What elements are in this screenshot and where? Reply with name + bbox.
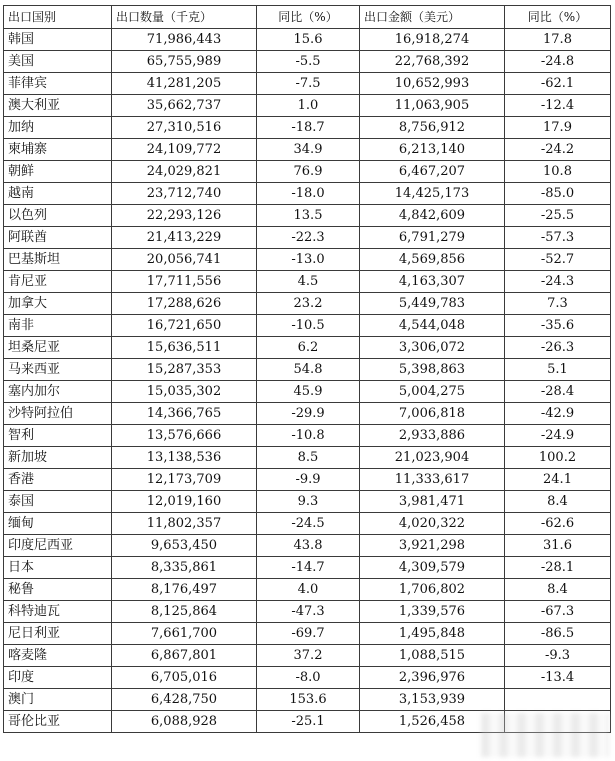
country-cell: 菲律宾 bbox=[4, 73, 112, 95]
export-quantity-cell: 8,125,864 bbox=[112, 601, 257, 623]
export-amount-cell: 3,981,471 bbox=[360, 491, 505, 513]
export-quantity-cell: 12,019,160 bbox=[112, 491, 257, 513]
country-cell: 科特迪瓦 bbox=[4, 601, 112, 623]
quantity-yoy-cell: 9.3 bbox=[257, 491, 360, 513]
country-cell: 越南 bbox=[4, 183, 112, 205]
country-cell: 澳门 bbox=[4, 689, 112, 711]
export-amount-cell: 4,309,579 bbox=[360, 557, 505, 579]
country-cell: 美国 bbox=[4, 51, 112, 73]
quantity-yoy-cell: -5.5 bbox=[257, 51, 360, 73]
export-amount-cell: 14,425,173 bbox=[360, 183, 505, 205]
export-amount-cell: 16,918,274 bbox=[360, 29, 505, 51]
table-row bbox=[4, 667, 611, 689]
quantity-yoy-cell: 4.5 bbox=[257, 271, 360, 293]
table-row bbox=[4, 51, 611, 73]
table-row bbox=[4, 425, 611, 447]
country-cell: 马来西亚 bbox=[4, 359, 112, 381]
country-cell: 香港 bbox=[4, 469, 112, 491]
amount-yoy-cell: -62.6 bbox=[505, 513, 611, 535]
amount-yoy-cell: -24.2 bbox=[505, 139, 611, 161]
export-quantity-cell: 6,705,016 bbox=[112, 667, 257, 689]
export-quantity-cell: 35,662,737 bbox=[112, 95, 257, 117]
export-quantity-cell: 24,109,772 bbox=[112, 139, 257, 161]
export-quantity-cell: 13,576,666 bbox=[112, 425, 257, 447]
export-quantity-cell: 8,335,861 bbox=[112, 557, 257, 579]
table-row bbox=[4, 601, 611, 623]
export-amount-cell: 1,706,802 bbox=[360, 579, 505, 601]
quantity-yoy-cell: -24.5 bbox=[257, 513, 360, 535]
country-cell: 哥伦比亚 bbox=[4, 711, 112, 733]
table-row bbox=[4, 645, 611, 667]
export-amount-cell: 2,933,886 bbox=[360, 425, 505, 447]
export-amount-cell: 5,398,863 bbox=[360, 359, 505, 381]
country-cell: 阿联酋 bbox=[4, 227, 112, 249]
export-quantity-cell: 17,711,556 bbox=[112, 271, 257, 293]
quantity-yoy-cell: -7.5 bbox=[257, 73, 360, 95]
country-cell: 巴基斯坦 bbox=[4, 249, 112, 271]
table-row bbox=[4, 689, 611, 711]
quantity-yoy-cell: 23.2 bbox=[257, 293, 360, 315]
export-quantity-cell: 12,173,709 bbox=[112, 469, 257, 491]
amount-yoy-cell: -28.1 bbox=[505, 557, 611, 579]
export-quantity-cell: 22,293,126 bbox=[112, 205, 257, 227]
quantity-yoy-cell: -13.0 bbox=[257, 249, 360, 271]
amount-yoy-cell: -12.4 bbox=[505, 95, 611, 117]
table-row bbox=[4, 359, 611, 381]
quantity-yoy-cell: 54.8 bbox=[257, 359, 360, 381]
export-quantity-cell: 24,029,821 bbox=[112, 161, 257, 183]
table-row bbox=[4, 227, 611, 249]
export-quantity-cell: 8,176,497 bbox=[112, 579, 257, 601]
amount-yoy-cell: -9.3 bbox=[505, 645, 611, 667]
table-row bbox=[4, 381, 611, 403]
export-amount-cell: 1,339,576 bbox=[360, 601, 505, 623]
quantity-yoy-cell: 13.5 bbox=[257, 205, 360, 227]
export-quantity-cell: 65,755,989 bbox=[112, 51, 257, 73]
table-row bbox=[4, 183, 611, 205]
export-amount-cell: 5,004,275 bbox=[360, 381, 505, 403]
quantity-yoy-cell: -10.8 bbox=[257, 425, 360, 447]
export-amount-cell: 1,088,515 bbox=[360, 645, 505, 667]
quantity-yoy-cell: 1.0 bbox=[257, 95, 360, 117]
export-amount-cell: 11,333,617 bbox=[360, 469, 505, 491]
table-row bbox=[4, 491, 611, 513]
amount-yoy-cell: -25.5 bbox=[505, 205, 611, 227]
export-quantity-cell: 14,366,765 bbox=[112, 403, 257, 425]
table-row bbox=[4, 205, 611, 227]
table-row bbox=[4, 623, 611, 645]
country-cell: 以色列 bbox=[4, 205, 112, 227]
table-row bbox=[4, 293, 611, 315]
country-cell: 塞内加尔 bbox=[4, 381, 112, 403]
export-amount-cell: 8,756,912 bbox=[360, 117, 505, 139]
quantity-yoy-cell: 45.9 bbox=[257, 381, 360, 403]
quantity-yoy-cell: -25.1 bbox=[257, 711, 360, 733]
quantity-yoy-cell: 76.9 bbox=[257, 161, 360, 183]
amount-yoy-cell: 8.4 bbox=[505, 491, 611, 513]
amount-yoy-cell: 8.4 bbox=[505, 579, 611, 601]
export-quantity-cell: 21,413,229 bbox=[112, 227, 257, 249]
quantity-yoy-cell: 34.9 bbox=[257, 139, 360, 161]
export-amount-cell: 4,163,307 bbox=[360, 271, 505, 293]
header-amount-yoy: 同比（%） bbox=[505, 6, 611, 29]
quantity-yoy-cell: 6.2 bbox=[257, 337, 360, 359]
export-quantity-cell: 6,428,750 bbox=[112, 689, 257, 711]
amount-yoy-cell: 5.1 bbox=[505, 359, 611, 381]
country-cell: 韩国 bbox=[4, 29, 112, 51]
export-quantity-cell: 71,986,443 bbox=[112, 29, 257, 51]
export-amount-cell: 1,495,848 bbox=[360, 623, 505, 645]
amount-yoy-cell: 100.2 bbox=[505, 447, 611, 469]
export-quantity-cell: 15,035,302 bbox=[112, 381, 257, 403]
export-amount-cell: 3,921,298 bbox=[360, 535, 505, 557]
amount-yoy-cell: 7.3 bbox=[505, 293, 611, 315]
country-cell: 坦桑尼亚 bbox=[4, 337, 112, 359]
export-quantity-cell: 23,712,740 bbox=[112, 183, 257, 205]
export-amount-cell: 4,544,048 bbox=[360, 315, 505, 337]
quantity-yoy-cell: -8.0 bbox=[257, 667, 360, 689]
export-quantity-cell: 15,287,353 bbox=[112, 359, 257, 381]
country-cell: 泰国 bbox=[4, 491, 112, 513]
amount-yoy-cell: -35.6 bbox=[505, 315, 611, 337]
table-row bbox=[4, 117, 611, 139]
country-cell: 喀麦隆 bbox=[4, 645, 112, 667]
quantity-yoy-cell: -14.7 bbox=[257, 557, 360, 579]
table-row bbox=[4, 315, 611, 337]
country-cell: 缅甸 bbox=[4, 513, 112, 535]
country-cell: 朝鲜 bbox=[4, 161, 112, 183]
export-quantity-cell: 17,288,626 bbox=[112, 293, 257, 315]
export-amount-cell: 4,842,609 bbox=[360, 205, 505, 227]
table-row bbox=[4, 579, 611, 601]
header-country: 出口国别 bbox=[4, 6, 112, 29]
header-row bbox=[4, 6, 611, 29]
quantity-yoy-cell: 8.5 bbox=[257, 447, 360, 469]
country-cell: 南非 bbox=[4, 315, 112, 337]
export-amount-cell: 6,791,279 bbox=[360, 227, 505, 249]
quantity-yoy-cell: 4.0 bbox=[257, 579, 360, 601]
quantity-yoy-cell: -47.3 bbox=[257, 601, 360, 623]
table-row bbox=[4, 249, 611, 271]
export-amount-cell: 22,768,392 bbox=[360, 51, 505, 73]
country-cell: 肯尼亚 bbox=[4, 271, 112, 293]
export-amount-cell: 11,063,905 bbox=[360, 95, 505, 117]
export-quantity-cell: 13,138,536 bbox=[112, 447, 257, 469]
quantity-yoy-cell: -18.7 bbox=[257, 117, 360, 139]
amount-yoy-cell: -24.3 bbox=[505, 271, 611, 293]
export-amount-cell: 1,526,458 bbox=[360, 711, 505, 733]
table-row bbox=[4, 73, 611, 95]
quantity-yoy-cell: -69.7 bbox=[257, 623, 360, 645]
country-cell: 柬埔寨 bbox=[4, 139, 112, 161]
export-quantity-cell: 16,721,650 bbox=[112, 315, 257, 337]
amount-yoy-cell: -42.9 bbox=[505, 403, 611, 425]
table-row bbox=[4, 337, 611, 359]
export-table-body bbox=[4, 6, 611, 733]
quantity-yoy-cell: -10.5 bbox=[257, 315, 360, 337]
export-amount-cell: 6,467,207 bbox=[360, 161, 505, 183]
amount-yoy-cell: -57.3 bbox=[505, 227, 611, 249]
table-row bbox=[4, 535, 611, 557]
header-quantity-yoy: 同比（%） bbox=[257, 6, 360, 29]
amount-yoy-cell: -52.7 bbox=[505, 249, 611, 271]
amount-yoy-cell: 10.8 bbox=[505, 161, 611, 183]
header-export-quantity: 出口数量（千克） bbox=[112, 6, 257, 29]
amount-yoy-cell: -28.4 bbox=[505, 381, 611, 403]
quantity-yoy-cell: 153.6 bbox=[257, 689, 360, 711]
table-row bbox=[4, 557, 611, 579]
table-row bbox=[4, 403, 611, 425]
country-cell: 加拿大 bbox=[4, 293, 112, 315]
country-cell: 印度 bbox=[4, 667, 112, 689]
amount-yoy-cell: -62.1 bbox=[505, 73, 611, 95]
export-amount-cell: 7,006,818 bbox=[360, 403, 505, 425]
quantity-yoy-cell: 37.2 bbox=[257, 645, 360, 667]
amount-yoy-cell: -85.0 bbox=[505, 183, 611, 205]
amount-yoy-cell: -24.9 bbox=[505, 425, 611, 447]
amount-yoy-cell: -67.3 bbox=[505, 601, 611, 623]
export-amount-cell: 2,396,976 bbox=[360, 667, 505, 689]
country-cell: 加纳 bbox=[4, 117, 112, 139]
table-row bbox=[4, 139, 611, 161]
amount-yoy-cell: 17.8 bbox=[505, 29, 611, 51]
export-table bbox=[3, 5, 611, 733]
export-quantity-cell: 6,088,928 bbox=[112, 711, 257, 733]
table-row bbox=[4, 513, 611, 535]
amount-yoy-cell: -86.5 bbox=[505, 623, 611, 645]
amount-yoy-cell: -26.3 bbox=[505, 337, 611, 359]
amount-yoy-cell: 17.9 bbox=[505, 117, 611, 139]
export-amount-cell: 3,306,072 bbox=[360, 337, 505, 359]
country-cell: 沙特阿拉伯 bbox=[4, 403, 112, 425]
export-quantity-cell: 11,802,357 bbox=[112, 513, 257, 535]
country-cell: 印度尼西亚 bbox=[4, 535, 112, 557]
export-amount-cell: 21,023,904 bbox=[360, 447, 505, 469]
amount-yoy-cell: -24.8 bbox=[505, 51, 611, 73]
table-row bbox=[4, 95, 611, 117]
export-quantity-cell: 6,867,801 bbox=[112, 645, 257, 667]
country-cell: 澳大利亚 bbox=[4, 95, 112, 117]
export-amount-cell: 3,153,939 bbox=[360, 689, 505, 711]
export-quantity-cell: 41,281,205 bbox=[112, 73, 257, 95]
table-row bbox=[4, 271, 611, 293]
country-cell: 日本 bbox=[4, 557, 112, 579]
export-amount-cell: 5,449,783 bbox=[360, 293, 505, 315]
amount-yoy-cell bbox=[505, 711, 611, 733]
export-amount-cell: 10,652,993 bbox=[360, 73, 505, 95]
export-amount-cell: 4,569,856 bbox=[360, 249, 505, 271]
quantity-yoy-cell: -18.0 bbox=[257, 183, 360, 205]
quantity-yoy-cell: -29.9 bbox=[257, 403, 360, 425]
header-export-amount: 出口金额（美元） bbox=[360, 6, 505, 29]
export-quantity-cell: 7,661,700 bbox=[112, 623, 257, 645]
export-amount-cell: 4,020,322 bbox=[360, 513, 505, 535]
export-quantity-cell: 20,056,741 bbox=[112, 249, 257, 271]
quantity-yoy-cell: 43.8 bbox=[257, 535, 360, 557]
country-cell: 秘鲁 bbox=[4, 579, 112, 601]
quantity-yoy-cell: -9.9 bbox=[257, 469, 360, 491]
country-cell: 尼日利亚 bbox=[4, 623, 112, 645]
export-quantity-cell: 9,653,450 bbox=[112, 535, 257, 557]
amount-yoy-cell: 31.6 bbox=[505, 535, 611, 557]
table-row bbox=[4, 469, 611, 491]
amount-yoy-cell: -13.4 bbox=[505, 667, 611, 689]
table-row bbox=[4, 161, 611, 183]
export-amount-cell: 6,213,140 bbox=[360, 139, 505, 161]
amount-yoy-cell: 24.1 bbox=[505, 469, 611, 491]
export-quantity-cell: 27,310,516 bbox=[112, 117, 257, 139]
quantity-yoy-cell: 15.6 bbox=[257, 29, 360, 51]
export-quantity-cell: 15,636,511 bbox=[112, 337, 257, 359]
country-cell: 新加坡 bbox=[4, 447, 112, 469]
country-cell: 智利 bbox=[4, 425, 112, 447]
table-row bbox=[4, 711, 611, 733]
table-row bbox=[4, 29, 611, 51]
table-row bbox=[4, 447, 611, 469]
quantity-yoy-cell: -22.3 bbox=[257, 227, 360, 249]
amount-yoy-cell bbox=[505, 689, 611, 711]
